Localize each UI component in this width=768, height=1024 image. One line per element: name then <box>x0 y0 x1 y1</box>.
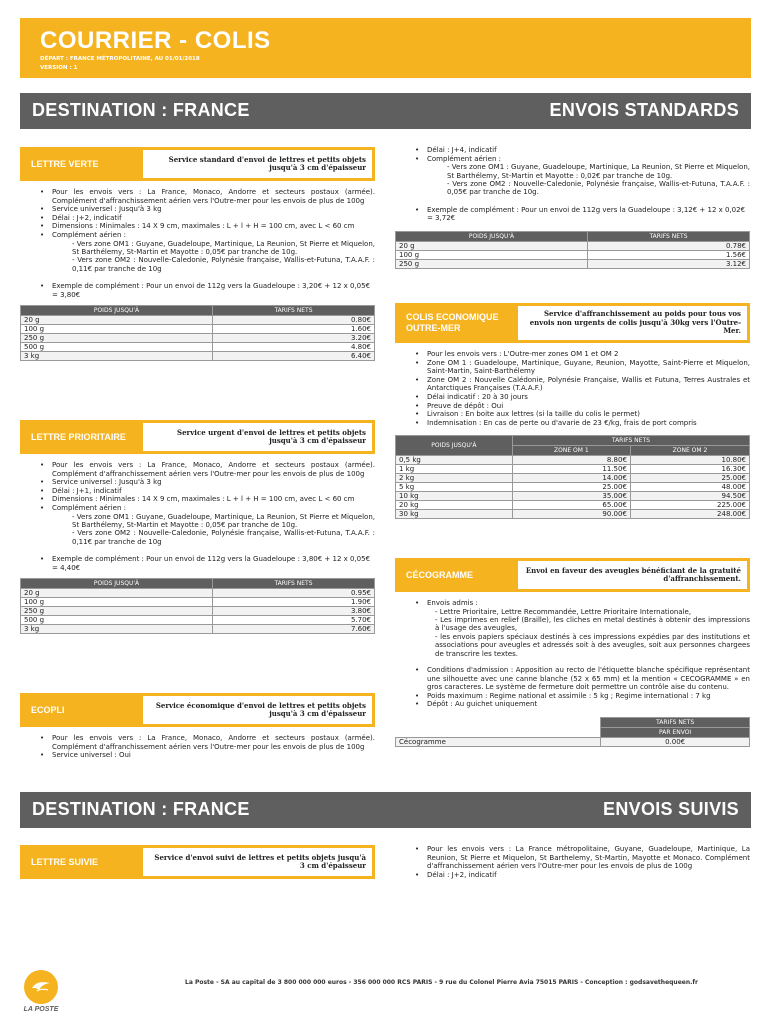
column-header: TARIFS NETS <box>588 231 750 241</box>
section-band-standards <box>20 93 751 129</box>
section-lettre-suivie <box>20 845 375 879</box>
bird-logo-icon <box>24 970 58 1004</box>
list-item: • Dimensions : Minimales : 14 X 9 cm, maximales : L + l + H = 100 cm, avec L < 60 cm <box>40 222 375 231</box>
list-item: • Envois admis : <box>415 599 750 608</box>
table-row: 10 kg 35.00€ 94.50€ <box>396 492 750 501</box>
section-header <box>20 693 375 727</box>
section-header <box>395 303 750 343</box>
info-list <box>395 599 750 608</box>
column-header: ZONE OM 2 <box>630 446 749 456</box>
section-name: LETTRE PRIORITAIRE <box>31 431 126 442</box>
table-row: 500 g 4.80€ <box>21 343 375 352</box>
rate-table <box>395 717 750 747</box>
section-header <box>20 845 375 879</box>
rate-table <box>395 231 750 269</box>
sub-item: - Les imprimes en relief (Braille), les cliches en metal destinés à obtenir des impressions à l'usage des aveugles, <box>435 615 750 633</box>
table-row: 20 kg 65.00€ 225.00€ <box>396 501 750 510</box>
section-description: Service standard d'envoi de lettres et petits objets jusqu'à 3 cm d'épaisseur <box>143 150 372 178</box>
list-item: • Poids maximum : Regime national et assimile : 5 kg ; Regime international : 7 kg <box>415 692 750 701</box>
example-text: • Exemple de complément : Pour un envoi de 112g vers la Guadeloupe : 3,80€ + 12 x 0,05€ = 4,40€ <box>40 555 371 572</box>
column-header: POIDS JUSQU'À <box>396 231 588 241</box>
list-item: • Livraison : En boite aux lettres (si la taille du colis le permet) <box>415 410 750 419</box>
example-text: • Exemple de complément : Pour un envoi de 112g vers la Guadeloupe : 3,20€ + 12 x 0,05€ = 3,80€ <box>40 282 371 299</box>
column-header: PAR ENVOI <box>601 727 750 737</box>
list-item: • Dimensions : Minimales : 14 X 9 cm, maximales : L + l + H = 100 cm, avec L < 60 cm <box>40 495 375 504</box>
section-name: ECOPLI <box>31 704 65 715</box>
list-item: • Dépôt : Au guichet uniquement <box>415 700 750 709</box>
section-header <box>20 147 375 181</box>
section-ecopli <box>20 693 375 760</box>
section-colis-outre-mer <box>395 303 750 519</box>
list-item: • Pour les envois vers : L'Outre-mer zones OM 1 et OM 2 <box>415 350 750 359</box>
sub-item: - Vers zone OM1 : Guyane, Guadeloupe, Martinique, La Reunion, St Pierre et Miquelon, St Barthélemy, St-Martin et Mayotte : 0,05€ par tranche de 10g. <box>72 239 375 256</box>
list-item: • Pour les envois vers : La France métropolitaine, Guyane, Guadeloupe, Martinique, La Reunion, St Pierre et Miquelon, St Barthelemy, St-Martin, Mayotte et Monaco. Complément d'affranchissement aérien vers l'Outre-mer pour les envois de plus de 100g <box>415 845 750 871</box>
version-line: VERSION : 1 <box>40 65 78 71</box>
section-description: Service d'affranchissement au poids pour tous vos envois non urgents de colis jusqu'à 30kg vers l'Outre-Mer. <box>518 306 747 340</box>
section-cecogramme <box>395 558 750 747</box>
sub-item: - Vers zone OM2 : Nouvelle-Caledonie, Polynésie française, Wallis-et-Futuna, T.A.A.F. : 0,11€ par tranche de 10g <box>72 256 375 273</box>
column-header: POIDS JUSQU'À <box>21 306 213 316</box>
column-header: TARIFS NETS <box>601 717 750 727</box>
column-header: TARIFS NETS <box>512 436 749 446</box>
table-row: 20 g 0.78€ <box>396 241 750 250</box>
table-row: Cécogramme 0.00€ <box>396 737 750 746</box>
section-description: Service d'envoi suivi de lettres et petits objets jusqu'à 3 cm d'épaisseur <box>143 848 372 876</box>
list-item: • Service universel : Jusqu'à 3 kg <box>40 478 375 487</box>
section-description: Service urgent d'envoi de lettres et petits objets jusqu'à 3 cm d'épaisseur <box>143 423 372 451</box>
rate-table <box>395 435 750 519</box>
rate-table <box>20 578 375 634</box>
table-row: 0,5 kg 8.80€ 10.80€ <box>396 456 750 465</box>
info-list <box>395 350 750 427</box>
list-item: • Délai : J+1, indicatif <box>40 487 375 496</box>
section-name: COLIS ECONOMIQUE OUTRE-MER <box>406 312 499 333</box>
column-header: POIDS JUSQU'À <box>21 579 213 589</box>
table-row: 250 g 3.20€ <box>21 334 375 343</box>
list-item: • Complément aérien : <box>40 504 375 513</box>
table-row: 1 kg 11.50€ 16.30€ <box>396 465 750 474</box>
rate-table <box>20 305 375 361</box>
table-row: 250 g 3.80€ <box>21 607 375 616</box>
la-poste-logo <box>20 970 62 1014</box>
table-row: 20 g 0.95€ <box>21 589 375 598</box>
column-header: POIDS JUSQU'À <box>396 436 513 456</box>
band-category: ENVOIS SUIVIS <box>603 799 739 820</box>
list-item: • Conditions d'admission : Apposition au recto de l'étiquette blanche spécifique représentant une silhouette avec une canne blanche (52 x 65 mm) et la mention « CECOGRAMME » en gros caracteres. Le système de fermeture doit permettre un contrôle aise du contenu. <box>415 666 750 692</box>
section-lettre-suivie-details <box>395 845 750 879</box>
band-destination: DESTINATION : FRANCE <box>32 799 250 820</box>
table-row: 100 g 1.90€ <box>21 598 375 607</box>
list-item: • Pour les envois vers : La France, Monaco, Andorre et secteurs postaux (armée). Complément d'affranchissement aérien vers l'Outre-mer pour les envois de plus de 100g <box>40 461 375 478</box>
list-item: • Zone OM 1 : Guadeloupe, Martinique, Guyane, Reunion, Mayotte, Saint-Pierre et Miquelon, Saint-Martin, Saint-Barthélemy <box>415 359 750 376</box>
table-row: 100 g 1.60€ <box>21 325 375 334</box>
info-list <box>20 461 375 513</box>
column-header: TARIFS NETS <box>213 306 375 316</box>
logo-label: LA POSTE <box>23 1006 59 1013</box>
list-item: • Zone OM 2 : Nouvelle Calédonie, Polynésie Française, Wallis et Futuna, Terres Australes et Antarctiques Françaises (T.A.A.F.) <box>415 376 750 393</box>
sub-item: - Lettre Prioritaire, Lettre Recommandée, Lettre Prioritaire Internationale, <box>435 607 692 616</box>
section-description: Envoi en faveur des aveugles bénéficiant de la gratuité d'affranchissement. <box>518 561 747 589</box>
info-list <box>395 146 750 163</box>
sub-item: - Vers zone OM2 : Nouvelle-Caledonie, Polynésie française, Wallis-et-Futuna, T.A.A.F. : 0,11€ par tranche de 10g <box>72 529 375 546</box>
section-band-suivis <box>20 792 751 828</box>
section-header <box>395 558 750 592</box>
list-item: • Preuve de dépôt : Oui <box>415 402 750 411</box>
info-list <box>20 734 375 760</box>
band-category: ENVOIS STANDARDS <box>549 100 739 121</box>
column-header: TARIFS NETS <box>213 579 375 589</box>
section-lettre-prioritaire <box>20 420 375 634</box>
section-name: LETTRE SUIVIE <box>31 856 99 867</box>
band-destination: DESTINATION : FRANCE <box>32 100 250 121</box>
section-name: LETTRE VERTE <box>31 158 99 169</box>
column-header: ZONE OM 1 <box>512 446 630 456</box>
section-ecopli-continued <box>395 146 750 269</box>
table-row: 30 kg 90.00€ 248.00€ <box>396 510 750 519</box>
list-item: • Délai : J+2, indicatif <box>415 871 750 880</box>
list-item: • Indemnisation : En cas de perte ou d'avarie de 23 €/kg, frais de port compris <box>415 419 750 428</box>
sub-item: - les envois papiers spéciaux destinés à ces impressions expédies par des institutions et associations pour aveugles et adressés soit à des aveugles, soit aux personnes chargees de transcrire les textes. <box>435 632 750 658</box>
info-list <box>20 188 375 240</box>
list-item: • Service universel : Jusqu'à 3 kg <box>40 205 375 214</box>
depart-line: DÉPART : FRANCE MÉTROPOLITAINE, AU 01/01/2018 <box>40 56 200 62</box>
list-item: • Complément aérien : <box>415 155 750 164</box>
list-item: • Délai indicatif : 20 à 30 jours <box>415 393 750 402</box>
list-item: • Délai : J+4, indicatif <box>415 146 750 155</box>
example-text: • Exemple de complément : Pour un envoi de 112g vers la Guadeloupe : 3,12€ + 12 x 0,02€ = 3,72€ <box>415 205 746 223</box>
list-item: • Service universel : Oui <box>40 751 375 760</box>
section-name: CÉCOGRAMME <box>406 569 473 580</box>
table-row: 100 g 1.56€ <box>396 250 750 259</box>
page-header <box>20 18 751 78</box>
table-row: 2 kg 14.00€ 25.00€ <box>396 474 750 483</box>
section-description: Service économique d'envoi de lettres et petits objets jusqu'à 3 cm d'épaisseur <box>143 696 372 724</box>
sub-item: - Vers zone OM2 : Nouvelle-Caledonie, Polynésie française, Wallis-et-Futuna, T.A.A.F. : 0,05€ par tranche de 10g. <box>447 179 750 197</box>
table-row: 250 g 3.12€ <box>396 259 750 268</box>
list-item: • Complément aérien : <box>40 231 375 240</box>
page-title: COURRIER - COLIS <box>40 27 271 54</box>
table-row: 3 kg 7.60€ <box>21 625 375 634</box>
table-row: 5 kg 25.00€ 48.00€ <box>396 483 750 492</box>
table-row: 3 kg 6.40€ <box>21 352 375 361</box>
footer-legal-text: La Poste - SA au capital de 3 800 000 000 euros - 356 000 000 RCS PARIS - 9 rue du Colonel Pierre Avia 75015 PARIS - Conception : godsavethequeen.fr <box>185 979 698 986</box>
list-item: • Pour les envois vers : La France, Monaco, Andorre et secteurs postaux (armée). Complément d'affranchissement aérien vers l'Outre-mer pour les envois de plus de 100g <box>40 188 375 205</box>
section-header <box>20 420 375 454</box>
list-item: • Pour les envois vers : La France, Monaco, Andorre et secteurs postaux (armée). Complément d'affranchissement aérien vers l'Outre-mer pour les envois de plus de 100g <box>40 734 375 751</box>
section-lettre-verte <box>20 147 375 361</box>
sub-item: - Vers zone OM1 : Guyane, Guadeloupe, Martinique, La Reunion, St Pierre et Miquelon, St Barthélemy, St-Martin et Mayotte : 0,02€ par tranche de 10g. <box>447 163 750 180</box>
info-list <box>395 666 750 709</box>
table-row: 500 g 5.70€ <box>21 616 375 625</box>
list-item: • Délai : J+2, indicatif <box>40 214 375 223</box>
info-list <box>395 845 750 879</box>
table-row: 20 g 0.80€ <box>21 316 375 325</box>
sub-item: - Vers zone OM1 : Guyane, Guadeloupe, Martinique, La Reunion, St Pierre et Miquelon, St Barthélemy, St-Martin et Mayotte : 0,05€ par tranche de 10g. <box>72 512 375 529</box>
